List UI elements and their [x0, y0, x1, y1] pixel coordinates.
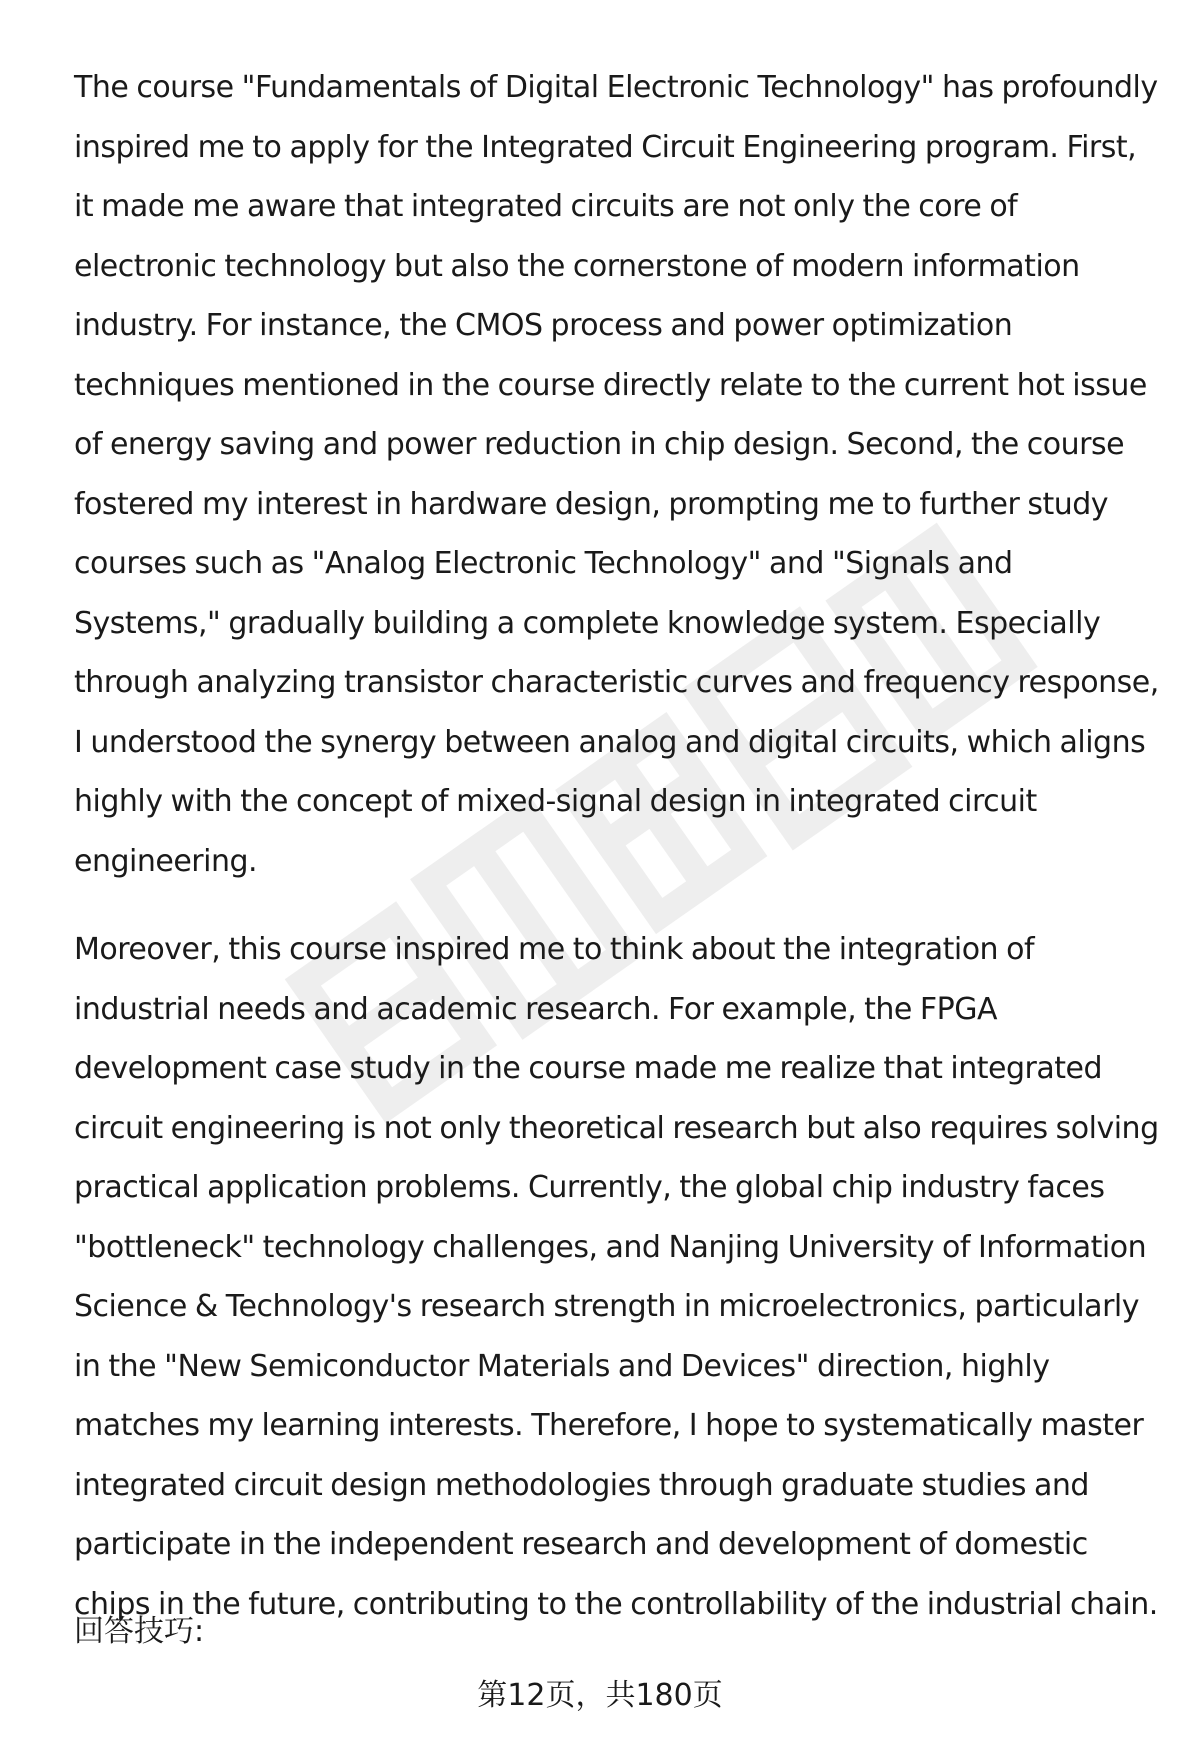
answer-tips-label: 回答技巧: — [74, 1614, 205, 1649]
page-number-footer: 第12页，共180页 — [477, 1678, 723, 1713]
paragraph-2: Moreover, this course inspired me to think about the integration of industrial needs and academic research. For example, the FPGA development case study in the course made me realize that integrated circuit engineering is not only theoretical research but also requires solving practical application problems. Currently, the global chip industry faces "bottleneck" technology challenges, and Nanjing University of Information Science & Technology's research strength in microelectronics, particularly in the "New Semiconductor Materials and Devices" direction, highly matches my learning interests. Therefore, I hope to systematically master integrated circuit design methodologies through graduate studies and participate in the independent research and development of domestic chips in the future, contributing to the controllability of the industrial chain. — [74, 932, 1159, 1622]
body-text — [74, 58, 1160, 1663]
paragraph-1: The course "Fundamentals of Digital Electronic Technology" has profoundly inspired me to apply for the Integrated Circuit Engineering program. First, it made me aware that integrated circuits are not only the core of electronic technology but also the cornerstone of modern information industry. For instance, the CMOS process and power optimization techniques mentioned in the course directly relate to the current hot issue of energy saving and power reduction in chip design. Second, the course fostered my interest in hardware design, prompting me to further study courses such as "Analog Electronic Technology" and "Signals and Systems," gradually building a complete knowledge system. Especially through analyzing transistor characteristic curves and frequency response, I understood the synergy between analog and digital circuits, which aligns highly with the concept of mixed-signal design in integrated circuit engineering. — [74, 70, 1159, 879]
